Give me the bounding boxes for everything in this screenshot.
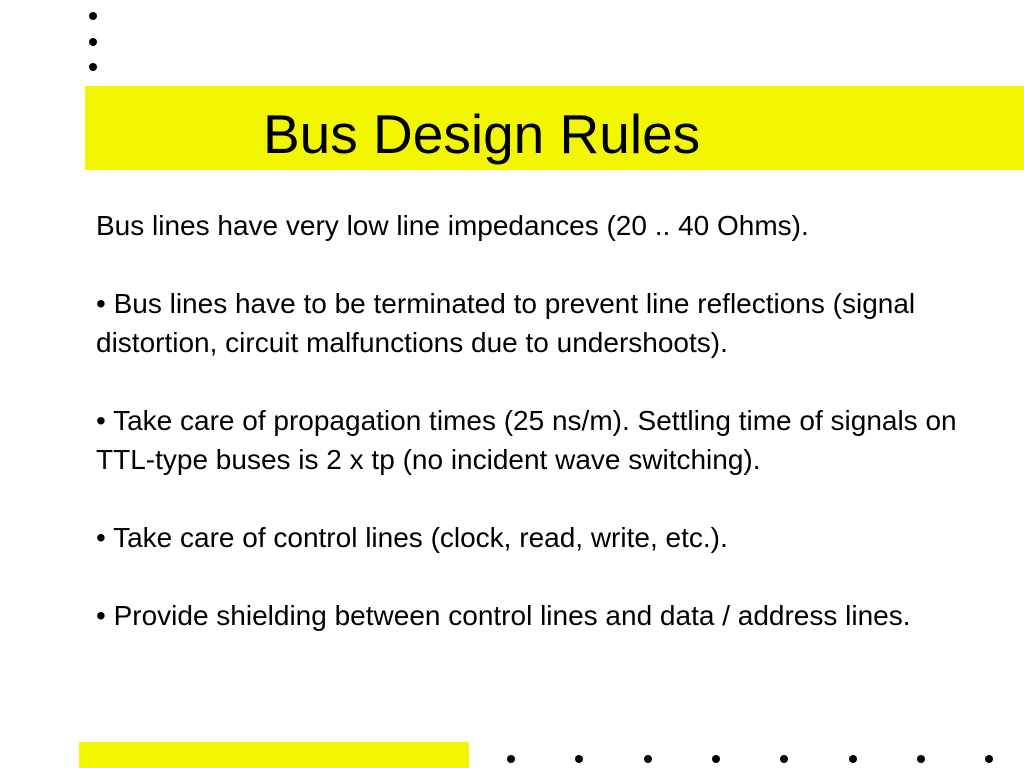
paragraph-propagation: • Take care of propagation times (25 ns/m). Settling time of signals on TTL-type buses is 2 x tp (no incident wave switching). bbox=[96, 405, 957, 475]
decorative-dot bbox=[644, 755, 652, 763]
paragraph-impedance: Bus lines have very low line impedances (20 .. 40 Ohms). bbox=[96, 210, 809, 241]
slide-body bbox=[96, 206, 1016, 635]
decorative-dot bbox=[712, 755, 720, 763]
decorative-dot bbox=[89, 12, 97, 20]
decorative-dot bbox=[780, 755, 788, 763]
slide-title: Bus Design Rules bbox=[263, 103, 701, 165]
decorative-dot bbox=[917, 755, 925, 763]
decorative-dot bbox=[985, 755, 993, 763]
paragraph-control-lines: • Take care of control lines (clock, read, write, etc.). bbox=[96, 522, 728, 553]
decorative-dot bbox=[507, 755, 515, 763]
bottom-band bbox=[79, 742, 469, 768]
paragraph-termination: • Bus lines have to be terminated to prevent line reflections (signal distortion, circuit malfunctions due to undershoots). bbox=[96, 288, 916, 358]
decorative-dot bbox=[849, 755, 857, 763]
decorative-dot bbox=[89, 38, 97, 46]
decorative-dot bbox=[575, 755, 583, 763]
decorative-dot bbox=[89, 63, 97, 71]
paragraph-shielding: • Provide shielding between control lines and data / address lines. bbox=[96, 600, 911, 631]
